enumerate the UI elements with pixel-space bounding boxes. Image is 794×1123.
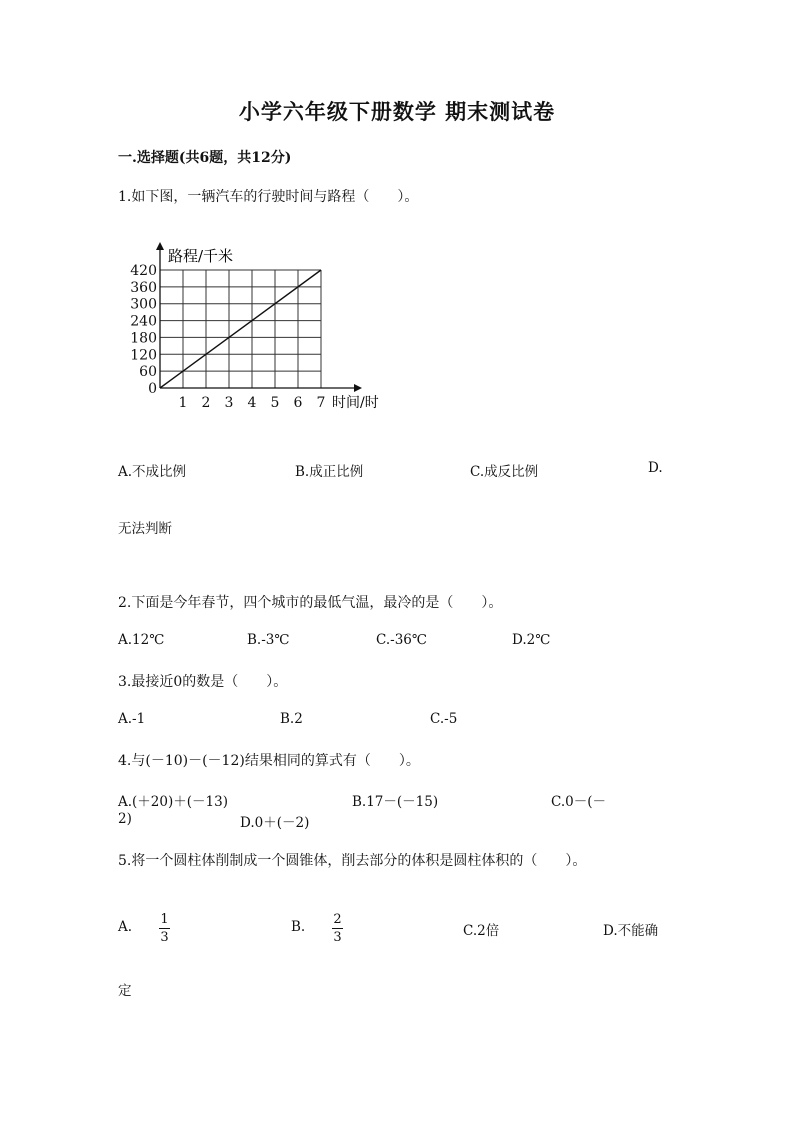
q3-option-a[interactable]: A.-1 — [118, 711, 146, 727]
x-axis-arrow — [354, 384, 362, 392]
question-1-stem: 1.如下图，一辆汽车的行驶时间与路程（ ）。 — [118, 189, 419, 205]
q4-option-a[interactable]: A.(＋20)＋(－13) — [118, 794, 228, 810]
y-tick-label: 180 — [130, 330, 157, 347]
x-tick-label: 1 — [178, 395, 188, 411]
y-tick-label: 300 — [130, 296, 157, 313]
q1-option-d-continued: 无法判断 — [118, 521, 172, 537]
q4-option-c[interactable]: C.0－(－ — [551, 794, 606, 810]
q1-option-a[interactable]: A.不成比例 — [118, 464, 187, 480]
q5-fraction-two-thirds — [332, 912, 343, 945]
q5-option-c[interactable]: C.2倍 — [463, 923, 500, 939]
x-tick-label: 5 — [270, 395, 280, 411]
chart-series — [160, 270, 321, 388]
question-4-stem: 4.与(－10)－(－12)结果相同的算式有（ ）。 — [118, 753, 420, 769]
fraction-numerator: 1 — [160, 912, 169, 927]
q4-option-d[interactable]: D.0＋(－2) — [240, 815, 310, 831]
series-line — [160, 270, 321, 388]
chart-x-axis-label: 时间/时 — [332, 395, 379, 411]
fraction-bar — [332, 928, 343, 929]
y-tick-label: 420 — [130, 263, 157, 279]
q3-option-c[interactable]: C.-5 — [430, 711, 458, 727]
x-tick-label: 6 — [293, 395, 303, 411]
q1-option-c[interactable]: C.成反比例 — [470, 464, 539, 480]
fraction-denominator: 3 — [160, 930, 169, 945]
y-tick-label: 0 — [148, 381, 157, 397]
q5-option-d[interactable]: D.不能确 — [603, 923, 659, 939]
q2-option-c[interactable]: C.-36℃ — [376, 632, 427, 648]
fraction-denominator: 3 — [333, 930, 342, 945]
y-tick-label: 240 — [130, 313, 157, 330]
distance-time-chart — [124, 238, 404, 418]
q2-option-a[interactable]: A.12℃ — [118, 632, 165, 648]
q4-option-c-continued: 2) — [118, 811, 132, 827]
x-tick-label: 3 — [224, 395, 234, 411]
q1-option-b[interactable]: B.成正比例 — [295, 464, 364, 480]
q1-option-d[interactable]: D. — [648, 460, 663, 476]
question-5-stem: 5.将一个圆柱体削制成一个圆锥体，削去部分的体积是圆柱体积的（ ）。 — [118, 853, 587, 869]
y-axis-arrow — [156, 242, 164, 250]
q5-option-d-continued: 定 — [118, 983, 132, 999]
x-tick-label: 2 — [201, 395, 211, 411]
chart-y-axis-label: 路程/千米 — [168, 247, 234, 265]
q5-option-a[interactable]: A. — [118, 919, 133, 935]
q5-option-b[interactable]: B. — [291, 919, 306, 935]
q5-fraction-one-third — [159, 912, 170, 945]
y-tick-label: 360 — [130, 279, 157, 296]
q3-option-b[interactable]: B.2 — [280, 711, 303, 727]
q2-option-d[interactable]: D.2℃ — [512, 632, 551, 648]
q2-option-b[interactable]: B.-3℃ — [247, 632, 290, 648]
fraction-bar — [159, 928, 170, 929]
q4-option-b[interactable]: B.17－(－15) — [352, 794, 439, 810]
x-tick-label: 7 — [316, 395, 326, 411]
y-tick-label: 120 — [130, 347, 157, 364]
question-3-stem: 3.最接近0的数是（ ）。 — [118, 674, 288, 690]
section-heading: 一.选择题(共6题，共12分) — [118, 150, 292, 166]
question-2-stem: 2.下面是今年春节，四个城市的最低气温，最冷的是（ ）。 — [118, 595, 503, 611]
x-tick-label: 4 — [247, 395, 257, 411]
fraction-numerator: 2 — [333, 912, 342, 927]
y-tick-label: 60 — [139, 364, 157, 381]
page-title: 小学六年级下册数学 期末测试卷 — [238, 99, 556, 124]
